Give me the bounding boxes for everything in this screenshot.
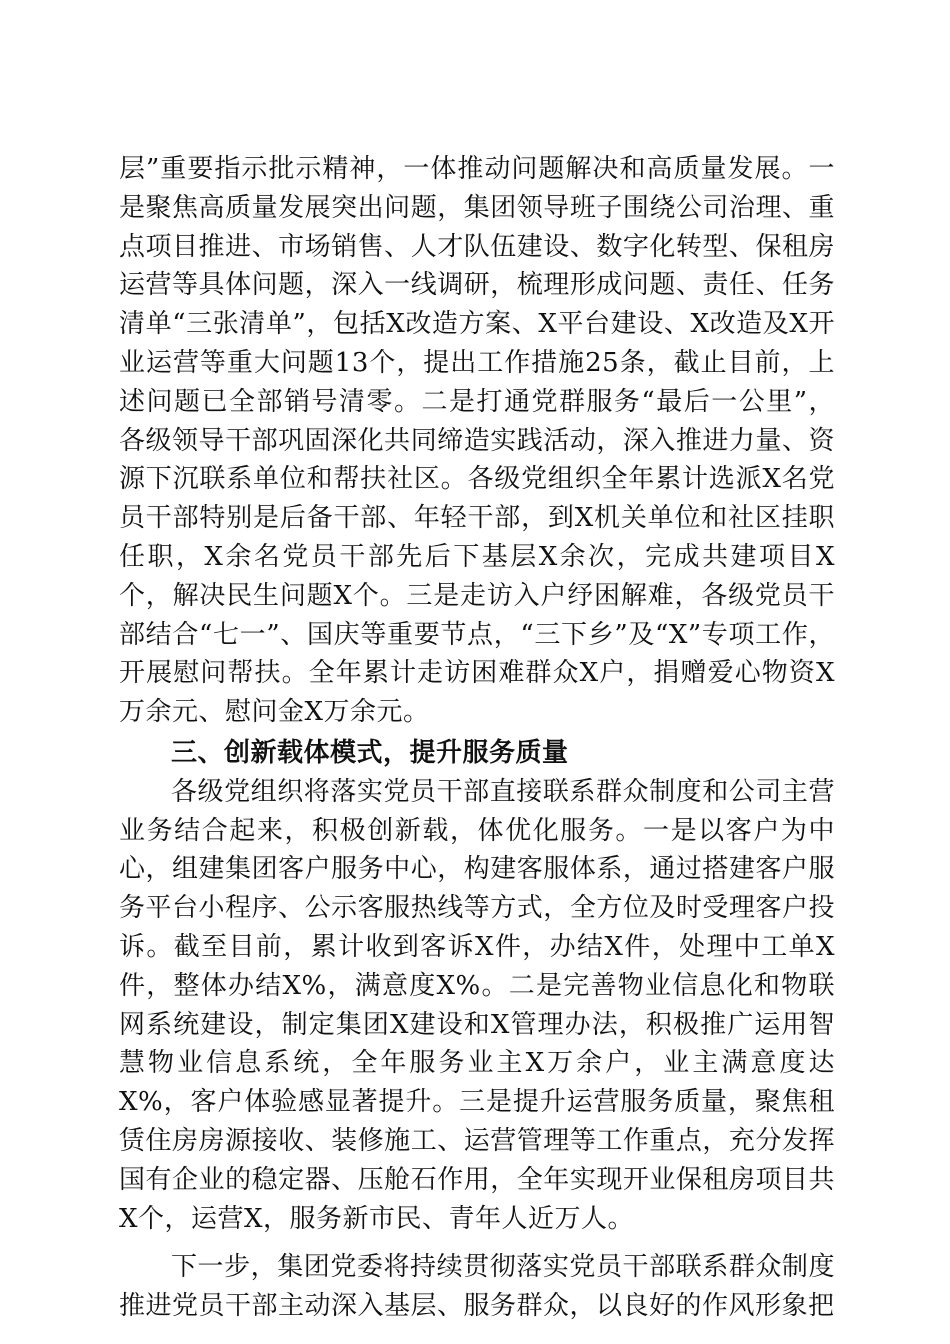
body-paragraph-section-3: 各级党组织将落实党员干部直接联系群众制度和公司主营业务结合起来，积极创新载，体优化服务。一是以客户为中心，组建集团客户服务中心，构建客服体系，通过搭建客户服务平台小程序、公示客服热线等方式，全方位及时受理客户投诉。截至目前，累计收到客诉X件，办结X件，处理中工单X件，整体办结X%，满意度X%。二是完善物业信息化和物联网系统建设，制定集团X建设和X管理办法，积极推广运用智慧物业信息系统，全年服务业主X万余户，业主满意度达X%，客户体验感显著提升。三是提升运营服务质量，聚焦租赁住房房源接收、装修施工、运营管理等工作重点，充分发挥国有企业的稳定器、压舱石作用，全年实现开业保租房项目共X个，运营X，服务新市民、青年人近万人。 — [119, 776, 835, 1234]
body-paragraph-next-step: 下一步，集团党委将持续贯彻落实党员干部联系群众制度推进党员干部主动深入基层、服务群众，以良好的作风形象把 — [119, 1252, 835, 1322]
section-heading: 三、创新载体模式，提升服务质量 — [171, 737, 569, 768]
document-body — [119, 150, 835, 1326]
body-paragraph-continuation: 层”重要指示批示精神，一体推动问题解决和高质量发展。一是聚焦高质量发展突出问题，集团领导班子围绕公司治理、重点项目推进、市场销售、人才队伍建设、数字化转型、保租房运营等具体问题，深入一线调研，梳理形成问题、责任、任务清单“三张清单”，包括X改造方案、X平台建设、X改造及X开业运营等重大问题13个，提出工作措施25条，截止目前，上述问题已全部销号清零。二是打通党群服务“最后一公里”，各级领导干部巩固深化共同缔造实践活动，深入推进力量、资源下沉联系单位和帮扶社区。各级党组织全年累计选派X名党员干部特别是后备干部、年轻干部，到X机关单位和社区挂职任职，X余名党员干部先后下基层X余次，完成共建项目X个，解决民生问题X个。三是走访入户纾困解难，各级党员干部结合“七一”、国庆等重要节点，“三下乡”及“X”专项工作，开展慰问帮扶。全年累计走访困难群众X户，捐赠爱心物资X万余元、慰问金X万余元。 — [119, 154, 835, 728]
